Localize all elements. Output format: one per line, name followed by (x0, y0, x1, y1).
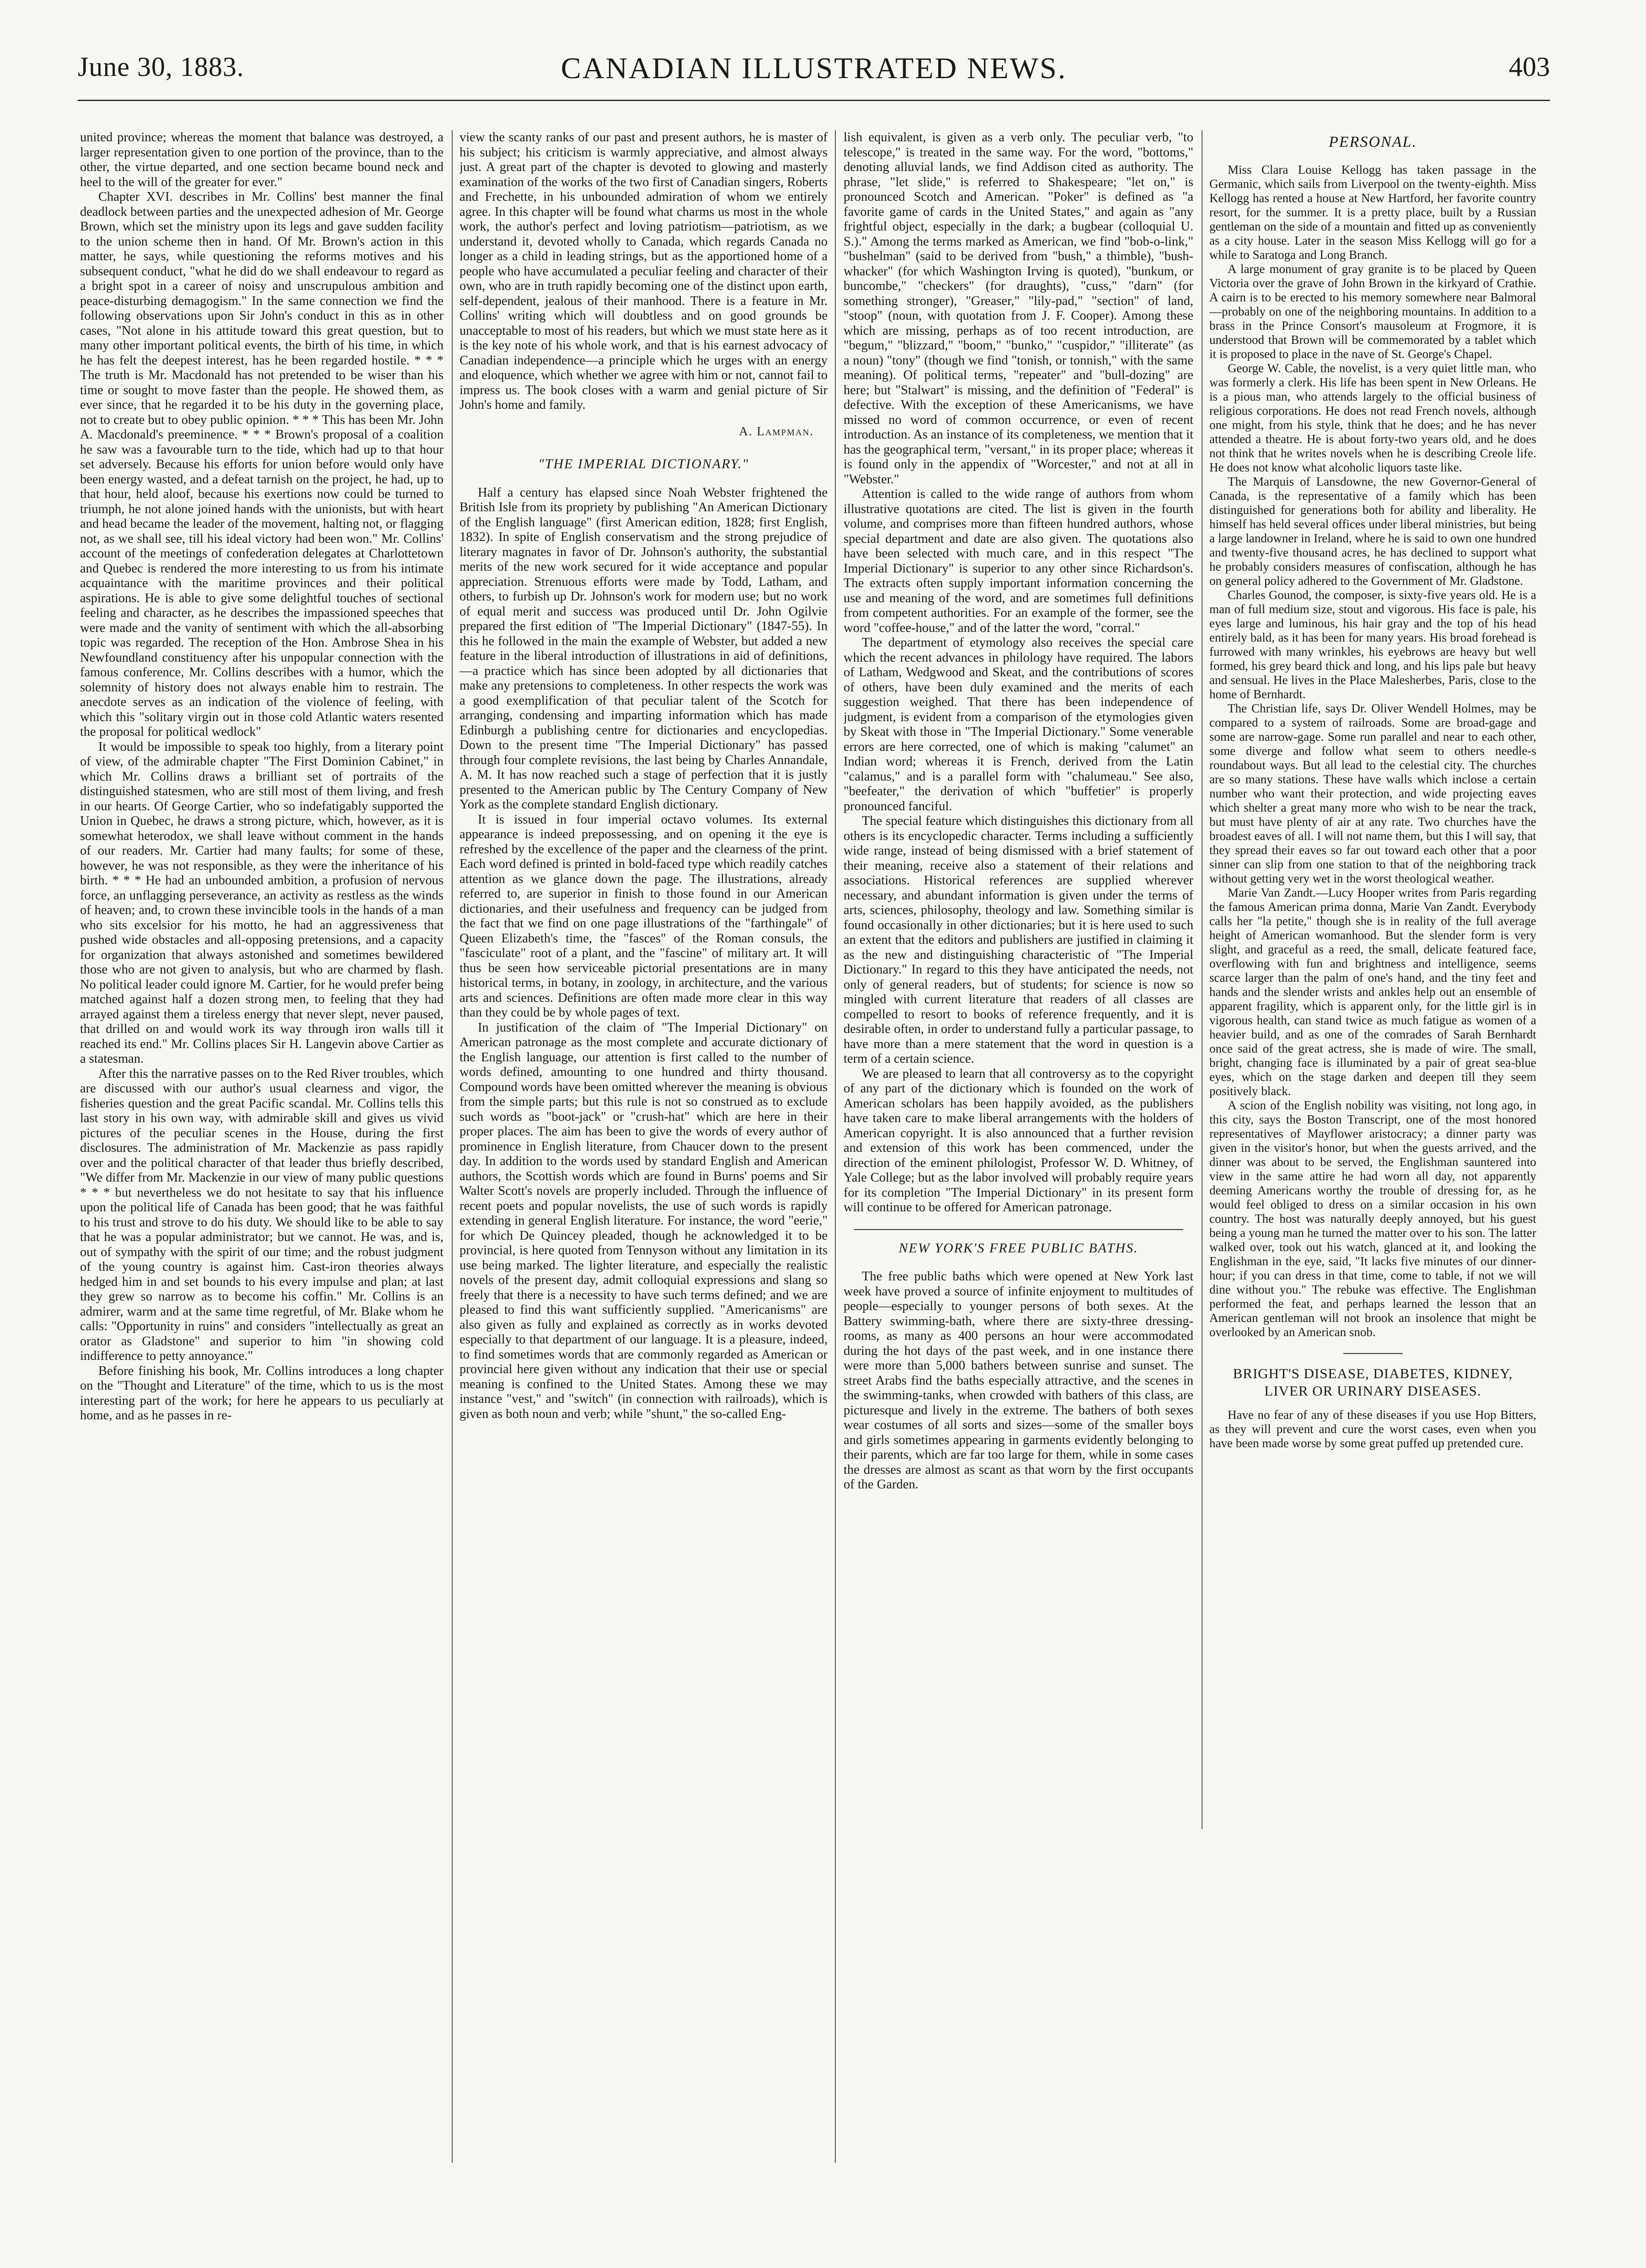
page-number: 403 (1509, 52, 1550, 82)
issue-date: June 30, 1883. (78, 52, 244, 82)
article-paragraph: Half a century has elapsed since Noah Webster frightened the British Isle from its propriety by publishing "An American Dictionary of the English language" (first American edition, 1828; first English, 1832). In spite of English conservatism and the strong prejudice of literary magnates in favor of Dr. Johnson's authority, the substantial merits of the new work secured for it wide acceptance and popular appreciation. Strenuous efforts were made by Todd, Latham, and others, to furbish up Dr. Johnson's work for modern use; but no work of equal merit and success was produced until Dr. John Ogilvie prepared the first edition of "The Imperial Dictionary" (1847-55). In this he followed in the main the example of Webster, but added a new feature in the liberal introduction of illustrations in aid of definitions,—a practice which has since been adopted by all dictionaries that make any pretensions to completeness. In other respects the work was a good exemplification of that peculiar talent of the Scotch for arranging, condensing and imparting information which has made Edinburgh a publishing centre for dictionaries and encyclopedias. Down to the present time "The Imperial Dictionary" has passed through four complete revisions, the last being by Charles Annandale, A. M. It has now reached such a stage of perfection that it is justly presented to the American public by The Century Company of New York as the complete standard English dictionary. (460, 485, 828, 812)
advertisement-heading: BRIGHT'S DISEASE, DIABETES, KIDNEY, LIVER OR URINARY DISEASES. (1233, 1365, 1513, 1399)
article-paragraph: lish equivalent, is given as a verb only. The peculiar verb, "to telescope," is treated in the same way. For the word, "bottoms," denoting alluvial lands, we find Addison cited as authority. The phrase, "let slide," is referred to Shakespeare; "let on," is pronounced Scotch and American. "Poker" is defined as "a favorite game of cards in the United States," and again as "any frightful object, especially in the dark; a bugbear (colloquial U. S.)." Among the terms marked as American, we find "bob-o-link," "bushelman" (said to be derived from "bush," a thimble), "bush-whacker" (for which Washington Irving is quoted), "bunkum, or buncombe," "checkers" (for draughts), "cuss," "darn" (for something stronger), "Greaser," "lily-pad," "section" of land, "stoop" (noun, with quotation from J. F. Cooper). Among these which are missing, perhaps as of too recent introduction, are "begum," "blizzard," "boom," "bunko," "cuspidor," "illiterate" (as a noun) "tony" (though we find "tonish, or tonnish," with the same meaning). Of political terms, "repeater" and "bull-dozing" are here; but "Stalwart" is missing, and the definition of "Federal" is defective. With the exception of these Americanisms, we have missed no word of common occurrence, or even of recent introduction. As an instance of its completeness, we mention that it has the geographical term, "versant," in its proper place; whereas it is found only in the appendix of "Worcester," and not at all in "Webster." (844, 130, 1193, 487)
section-rule (1343, 1353, 1403, 1354)
author-signature: A. Lampman. (739, 424, 814, 438)
personal-item: Miss Clara Louise Kellogg has taken passage in the Germanic, which sails from Liverpool on the twenty-eighth. Miss Kellogg has rented a house at New Hartford, her favorite country resort, for the summer. It is a pretty place, built by a Russian gentleman on the side of a mountain and fitted up as conveniently as a city house. Later in the season Miss Kellogg will go for a while to Saratoga and Long Branch. (1209, 163, 1536, 262)
personal-item: George W. Cable, the novelist, is a very quiet little man, who was formerly a clerk. His life has been spent in New Orleans. He is a pious man, who attends largely to the official business of religious corporations. He does not read French novels, although one might, from his style, think that he does; and he has never attended a theatre. He is about forty-two years old, and he does not think that he writes novels when he is describing Creole life. He does not know what alcoholic liquors taste like. (1209, 361, 1536, 474)
newspaper-title: CANADIAN ILLUSTRATED NEWS. (561, 52, 1067, 85)
article-paragraph: Chapter XVI. describes in Mr. Collins' best manner the final deadlock between parties and the unexpected adhesion of Mr. George Brown, which set the ministry upon its legs and gave sudden facility to the union scheme then in hand. Of Mr. Brown's action in this matter, he says, while questioning the reforms motives and his subsequent conduct, "what he did do we shall endeavour to regard as a bright spot in a career of noisy and unscrupulous ambition and peace-disturbing demagogism." In the same connection we find the following observations upon Sir John's conduct in this as in other cases, "Not alone in his attitude toward this great question, but to many other important political events, the birth of his time, in which he has felt the deepest interest, has he been regarded hostile. * * * The truth is Mr. Macdonald has not pretended to be wiser than his time or sought to move faster than the people. He showed them, as ever since, that he regarded it to be his duty in the governing place, not to create but to obey public opinion. * * * This has been Mr. John A. Macdonald's preeminence. * * * Brown's proposal of a coalition he saw was a favourable turn to the tide, which had up to that hour set adversely. Because his efforts for union before would only have been energy wasted, and a defeat tarnish on the project, he had, up to that hour, held aloof, because his exertions now could be turned to triumph, he not alone joined hands with the unionists, but with heart and head became the leader of the movement, halting not, or flagging not, as we shall see, till his ideal victory had been won." Mr. Collins' account of the meetings of confederation delegates at Charlottetown and Quebec is rendered the more interesting to us from his intimate acquaintance with the maritime provinces and their political aspirations. He is able to give some delightful touches of sectional feeling and character, as he describes the impassioned speeches that were made and the vanity of sentiment with which the all-absorbing topic was regarded. The reception of the Hon. Ambrose Shea in his Newfoundland constituency after his unpopular connection with the famous conference, Mr. Collins describes with a humor, which the solemnity of history does not always enable him to restrain. The anecdote serves as an indication of the violence of feeling, with which this "solitary virgin out in those cold Atlantic waters resented the proposal for political wedlock" (80, 190, 444, 739)
section-heading-personal: PERSONAL. (1329, 134, 1417, 150)
personal-item: Marie Van Zandt.—Lucy Hooper writes from Paris regarding the famous American prima donna, Marie Van Zandt. Everybody calls her "la petite," though she is in reality of the full average height of American womanhood. But the slender form is very slight, and graceful as a reed, the small, delicate featured face, overflowing with fun and brightness and intelligence, seems scarce larger than the palm of one's hand, and the tiny feet and hands and the slender wrists and ankles help out an ensemble of apparent fragility, which is apparent only, for the little girl is in vigorous health, can stand twice as much fatigue as women of a heavier build, and as one of the comrades of Sarah Bernhardt once said of the great actress, she is made of wire. The small, bright, changing face is illuminated by a pair of great sea-blue eyes, which on the stage darken and deepen till they seem positively black. (1209, 886, 1536, 1098)
column-3 (844, 130, 1193, 2163)
personal-item: A scion of the English nobility was visiting, not long ago, in this city, says the Boston Transcript, one of the most honored representatives of Mayflower aristocracy; a dinner party was given in the visitor's honor, but when the guests arrived, and the dinner was about to be served, the Englishman sauntered into view in the same attire he had worn all day, not apparently deeming Americans worthy the trouble of dressing for, as he would feel obliged to dress on a similar occasion in his own country. The host was naturally deeply annoyed, but his guest being a young man he turned the matter over to his son. The latter walked over, took out his watch, glanced at it, and looking the Englishman in the eye, said, "It lacks five minutes of our dinner-hour; if you can dress in that time, come to table, if not we will dine without you." The rebuke was effective. The Englishman performed the feat, and perhaps learned the lesson that an American gentleman will not brook an insolence that might be overlooked by an American snob. (1209, 1098, 1536, 1339)
column-divider (835, 130, 836, 2163)
article-paragraph: The special feature which distinguishes this dictionary from all others is its encyclopedic character. Terms including a sufficiently wide range, instead of being dismissed with a brief statement of their meaning, receive also a statement of their relations and associations. Historical references are supplied wherever necessary, and abundant information is given under the terms of arts, sciences, philosophy, theology and law. Something similar is found occasionally in other dictionaries; but it is here used to such an extent that the editors and publishers are justified in claiming it as the new and distinguishing characteristic of "The Imperial Dictionary." In regard to this they have anticipated the needs, not only of general readers, but of students; for science is now so mingled with current literature that readers of all classes are compelled to resort to books of reference frequently, and it is desirable often, in order to understand fully a particular passage, to have more than a mere statement that the word in question is a term of a certain science. (844, 814, 1193, 1066)
personal-item: The Marquis of Lansdowne, the new Governor-General of Canada, is the representative of a family which has been distinguished for generations both for ability and liberality. He himself has held several offices under liberal ministries, but being a large landowner in Ireland, where he is said to own one hundred and twenty-five thousand acres, he has declined to support what he probably considers measures of confiscation, although he has on general policy adhered to the Government of Mr. Gladstone. (1209, 475, 1536, 588)
article-paragraph: In justification of the claim of "The Imperial Dictionary" on American patronage as the most complete and accurate dictionary of the English language, our attention is first called to the number of words defined, amounting to one hundred and thirty thousand. Compound words have been omitted wherever the meaning is obvious from the simple parts; but this rule is not so construed as to exclude such words as "boot-jack" or "crush-hat" which are here in their proper places. The aim has been to give the words of every author of prominence in English literature, from Chaucer down to the present day. In addition to the words used by standard English and American authors, the Scottish words which are found in Burns' poems and Sir Walter Scott's novels are properly included. Through the influence of recent poets and popular novelists, the use of such words is rapidly extending in general English literature. For instance, the word "eerie," for which De Quincey pleaded, though he acknowledged it to be provincial, is here quoted from Tennyson without any limitation in its use being marked. The lighter literature, and especially the realistic novels of the present day, admit colloquial expressions and slang so freely that there is a necessity to have such terms defined; and we are pleased to find this want sufficiently supplied. "Americanisms" are also given as fully and explained as correctly as in works devoted especially to that department of our language. It is a pleasure, indeed, to find sometimes words that are commonly regarded as American or provincial here given without any indication that their use or special meaning is confined to the United States. Among these we may instance "vest," and "switch" (in connection with railroads), which is given as both noun and verb; while "shunt," the so-called Eng- (460, 1020, 828, 1421)
masthead-rule (78, 100, 1550, 101)
section-heading-public-baths: NEW YORK'S FREE PUBLIC BATHS. (898, 1240, 1138, 1256)
article-paragraph: Attention is called to the wide range of authors from whom illustrative quotations are cited. The list is given in the fourth volume, and comprises more than fifteen hundred authors, whose special department and date are also given. The quotations also have been selected with much care, and in this respect "The Imperial Dictionary" is superior to any other since Richardson's. The extracts often supply important information concerning the use and meaning of the word, and are sometimes full definitions from competent authorities. For an example of the former, see the word "coffee-house," and of the latter the word, "corral." (844, 487, 1193, 635)
column-divider (452, 130, 453, 2163)
article-paragraph: view the scanty ranks of our past and present authors, he is master of his subject; his criticism is warmly appreciative, and almost always just. A great part of the chapter is devoted to glowing and masterly examination of the works of the two first of Canadian singers, Roberts and Frechette, in his unbounded admiration of whom we entirely agree. In this chapter will be found what charms us most in the whole work, the author's perfect and loving patriotism—patriotism, as we understand it, devoted wholly to Canada, which regards Canada no longer as a child in leading strings, but as the apportioned home of a people who have accumulated a peculiar feeling and character of their own, who are in truth rapidly becoming one of the distinct upon earth, self-dependent, jealous of their manhood. There is a feature in Mr. Collins' writing which will doubtless and on good grounds be unacceptable to most of his readers, but which we must state here as it is the key note of his whole work, and that is his earnest advocacy of Canadian independence—a principle which he urges with an energy and eloquence, which whether we agree with him or not, cannot fail to impress us. The book closes with a warm and genial picture of Sir John's home and family. (460, 130, 828, 412)
personal-item: Charles Gounod, the composer, is sixty-five years old. He is a man of full medium size, stout and vigorous. His face is pale, his eyes large and luminous, his hair gray and the top of his head entirely bald, as it has been for many years. His broad forehead is furrowed with many wrinkles, his eyebrows are heavy but well formed, his grey beard thick and long, and his lips pale but heavy and sensual. He lives in the Place Malesherbes, Paris, close to the home of Bernhardt. (1209, 588, 1536, 701)
article-paragraph: It would be impossible to speak too highly, from a literary point of view, of the admirable chapter "The First Dominion Cabinet," in which Mr. Collins draws a brilliant set of portraits of the distinguished statesmen, who are still most of them living, and fresh in our hearts. Of George Cartier, who so indefatigably supported the Union in Quebec, he draws a strong picture, which, however, as it is somewhat heterodox, we shall leave without comment in the hands of our readers. Mr. Cartier had many faults; for some of these, however, he was not responsible, as they were the inheritance of his birth. * * * He had an unbounded ambition, a profusion of nervous force, an unflagging perseverance, an activity as restless as the winds of heaven; and, to crown these invincible tools in the hands of a man who sits excelsior for his motto, he had an aggressiveness that pushed wide obstacles and all-opposing pretensions, and a capacity for organization that always astonished and sometimes bewildered those who are not given to analysis, but who are charmed by flash. No political leader could ignore M. Cartier, for he would prefer being matched against half a dozen strong men, to feeling that they had arrayed against them a tireless energy that never slept, never paused, that drilled on and would work its way through iron walls till it reached its end." Mr. Collins places Sir H. Langevin above Cartier as a statesman. (80, 739, 444, 1066)
article-paragraph: After this the narrative passes on to the Red River troubles, which are discussed with our author's usual clearness and vigor, the fisheries question and the great Pacific scandal. Mr. Collins tells this last story in his own way, with admirable skill and gives us vivid pictures of the peculiar scenes in the House, during the first disclosures. The administration of Mr. Mackenzie as pass rapidly over and the political character of that leader thus briefly described, "We differ from Mr. Mackenzie in our view of many public questions * * * but nevertheless we do not hesitate to say that his influence upon the political life of Canada has been good; that he was faithful to his trust and strove to do his duty. We should like to be able to say that he was a popular administrator; but we cannot. He was, and is, out of sympathy with the spirit of our time; and the robust judgment of the young country is against him. Cast-iron theories always hedged him in and set bounds to his every impulse and plan; at last they grew so narrow as to become his coffin." Mr. Collins is an admirer, warm and at the same time regretful, of Mr. Blake whom he calls: "Opportunity in ruins" and considers "intellectually as great an orator as Gladstone" and superior to him "in showing cold indifference to petty annoyance." (80, 1066, 444, 1363)
column-2 (460, 130, 828, 2163)
column-4 (1209, 130, 1536, 2163)
article-paragraph: It is issued in four imperial octavo volumes. Its external appearance is indeed prepossessing, and on opening it the eye is refreshed by the excellence of the paper and the clearness of the print. Each word defined is printed in bold-faced type which readily catches attention as we glance down the page. The illustrations, already referred to, are superior in finish to those found in our American dictionaries, and their usefulness and frequency can be judged from the fact that we find on one page illustrations of the "farthingale" of Queen Elizabeth's time, the "fasces" of the Roman consuls, the "fasciculate" root of a plant, and the "fascine" of military art. It will thus be seen how serviceable pictorial presentations are in many historical terms, in botany, in zoology, in architecture, and the various arts and sciences. Definitions are often made more clear in this way than they could be by whole pages of text. (460, 812, 828, 1020)
column-1 (80, 130, 444, 2163)
personal-item: The Christian life, says Dr. Oliver Wendell Holmes, may be compared to a system of railroads. Some are broad-gage and some are narrow-gage. Some run parallel and near to each other, some diverge and follow what seem to others needle-s roundabout ways. But all lead to the celestial city. The churches are so many stations. These have walls which inclose a certain number who want their protection, and wide projecting eaves which shelter a great many more who wish to be near the track, but must have plenty of air at any rate. Two churches have the broadest eaves of all. I will not name them, but this I will say, that they spread their eaves so far out toward each other that a poor sinner can slip from one station to that of the neighboring track without getting very wet in the worst theological weather. (1209, 701, 1536, 885)
article-paragraph: united province; whereas the moment that balance was destroyed, a larger representation given to one portion of the province, than to the other, the virtue departed, and one section became bound neck and heel to the will of the greater for ever." (80, 130, 444, 189)
section-rule (854, 1229, 1183, 1230)
section-heading-imperial-dictionary: "THE IMPERIAL DICTIONARY." (538, 456, 749, 471)
masthead (78, 9, 1550, 119)
article-paragraph: Before finishing his book, Mr. Collins introduces a long chapter on the "Thought and Literature" of the time, which to us is the most interesting part of the work; for here he appears to us peculiarly at home, and as he passes in re- (80, 1364, 444, 1423)
article-paragraph: We are pleased to learn that all controversy as to the copyright of any part of the dictionary which is founded on the work of American scholars has been happily avoided, as the publishers have taken care to make liberal arrangements with the holders of American copyright. It is also announced that a further revision and extension of this work has been commenced, under the direction of the eminent philologist, Professor W. D. Whitney, of Yale College; but as the labor involved will probably require years for its completion "The Imperial Dictionary" in its present form will continue to be offered for American patronage. (844, 1066, 1193, 1214)
advertisement-text: Have no fear of any of these diseases if you use Hop Bitters, as they will prevent and cure the worst cases, even when you have been made worse by some great puffed up pretended cure. (1209, 1408, 1536, 1450)
personal-item: A large monument of gray granite is to be placed by Queen Victoria over the grave of John Brown in the kirkyard of Crathie. A cairn is to be erected to his memory somewhere near Balmoral—probably on one of the neighboring mountains. In addition to a brass in the Prince Consort's mausoleum at Frogmore, it is understood that Brown will be commemorated by a tablet which it is proposed to place in the nave of St. George's Chapel. (1209, 262, 1536, 361)
article-paragraph: The free public baths which were opened at New York last week have proved a source of infinite enjoyment to multitudes of people—especially to younger persons of both sexes. At the Battery swimming-bath, where there are sixty-three dressing-rooms, as many as 400 persons an hour were accommodated during the hot days of the past week, and in one instance there were more than 5,000 bathers between sunrise and sunset. The street Arabs find the baths especially attractive, and the scenes in the swimming-tanks, when crowded with bathers of this class, are picturesque and lively in the extreme. The bathers of both sexes wear costumes of all sorts and sizes—some of the smaller boys and girls sometimes appearing in garments evidently belonging to their parents, which are far too large for them, while in some cases the dresses are almost as scant as that worn by the first occupants of the Garden. (844, 1269, 1193, 1492)
article-paragraph: The department of etymology also receives the special care which the recent advances in philology have required. The labors of Latham, Wedgwood and Skeat, and the contributions of scores of others, have been duly examined and the merits of each suggestion weighed. That there has been independence of judgment, is evident from a comparison of the etymologies given by Skeat with those in "The Imperial Dictionary." Some venerable errors are here corrected, one of which is making "calumet" an Indian word; whereas it is French, derived from the Latin "calamus," and is a parallel form with "chalumeau." See also, "beefeater," the derivation of which "buffetier" is properly pronounced fanciful. (844, 636, 1193, 813)
